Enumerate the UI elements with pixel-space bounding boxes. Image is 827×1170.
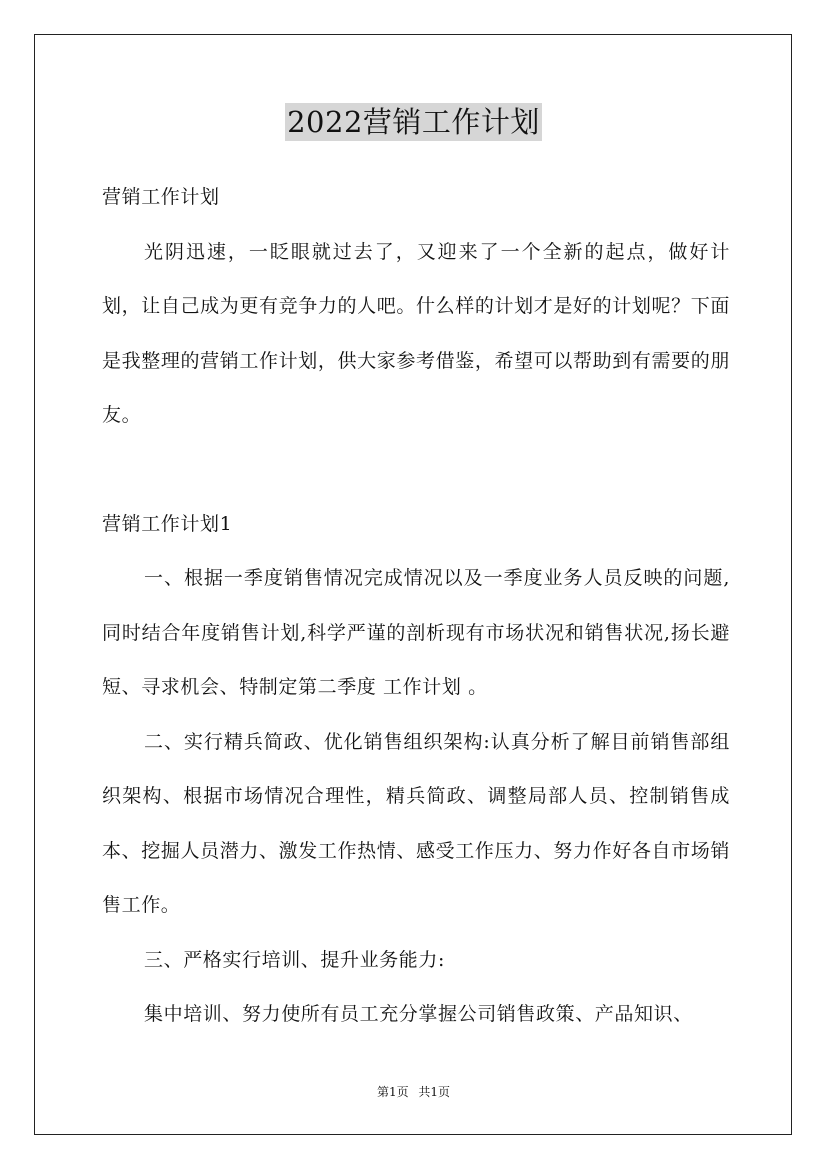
- page-total: 共1页: [418, 1085, 451, 1099]
- document-body: [102, 170, 730, 1042]
- paragraph-4: 集中培训、努力使所有员工充分掌握公司销售政策、产品知识、: [144, 1003, 693, 1025]
- section-title: 营销工作计划1: [102, 512, 233, 535]
- document-title-text: 2022营销工作计划: [287, 105, 540, 139]
- page-number: 第1页: [376, 1085, 409, 1099]
- paragraph-1: 一、根据一季度销售情况完成情况以及一季度业务人员反映的问题,同时结合年度销售计划,科学严谨的剖析现有市场状况和销售状况,扬长避短、寻求机会、特制定第二季度 工作计划 。: [102, 567, 730, 698]
- paragraph-3: 三、严格实行培训、提升业务能力:: [144, 948, 446, 971]
- section-heading: 营销工作计划: [102, 186, 220, 208]
- page-footer: [0, 1083, 827, 1100]
- document-title: [0, 100, 827, 141]
- paragraph-2: 二、实行精兵简政、优化销售组织架构:认真分析了解目前销售部组织架构、根据市场情况合理性，精兵简政、调整局部人员、控制销售成本、挖掘人员潜力、激发工作热情、感受工作压力、努力作好各自市场销售工作。: [102, 730, 730, 916]
- intro-paragraph: 光阴迅速，一眨眼就过去了，又迎来了一个全新的起点，做好计划，让自己成为更有竞争力的人吧。什么样的计划才是好的计划呢？下面是我整理的营销工作计划，供大家参考借鉴，希望可以帮助到有需要的朋友。: [102, 240, 730, 426]
